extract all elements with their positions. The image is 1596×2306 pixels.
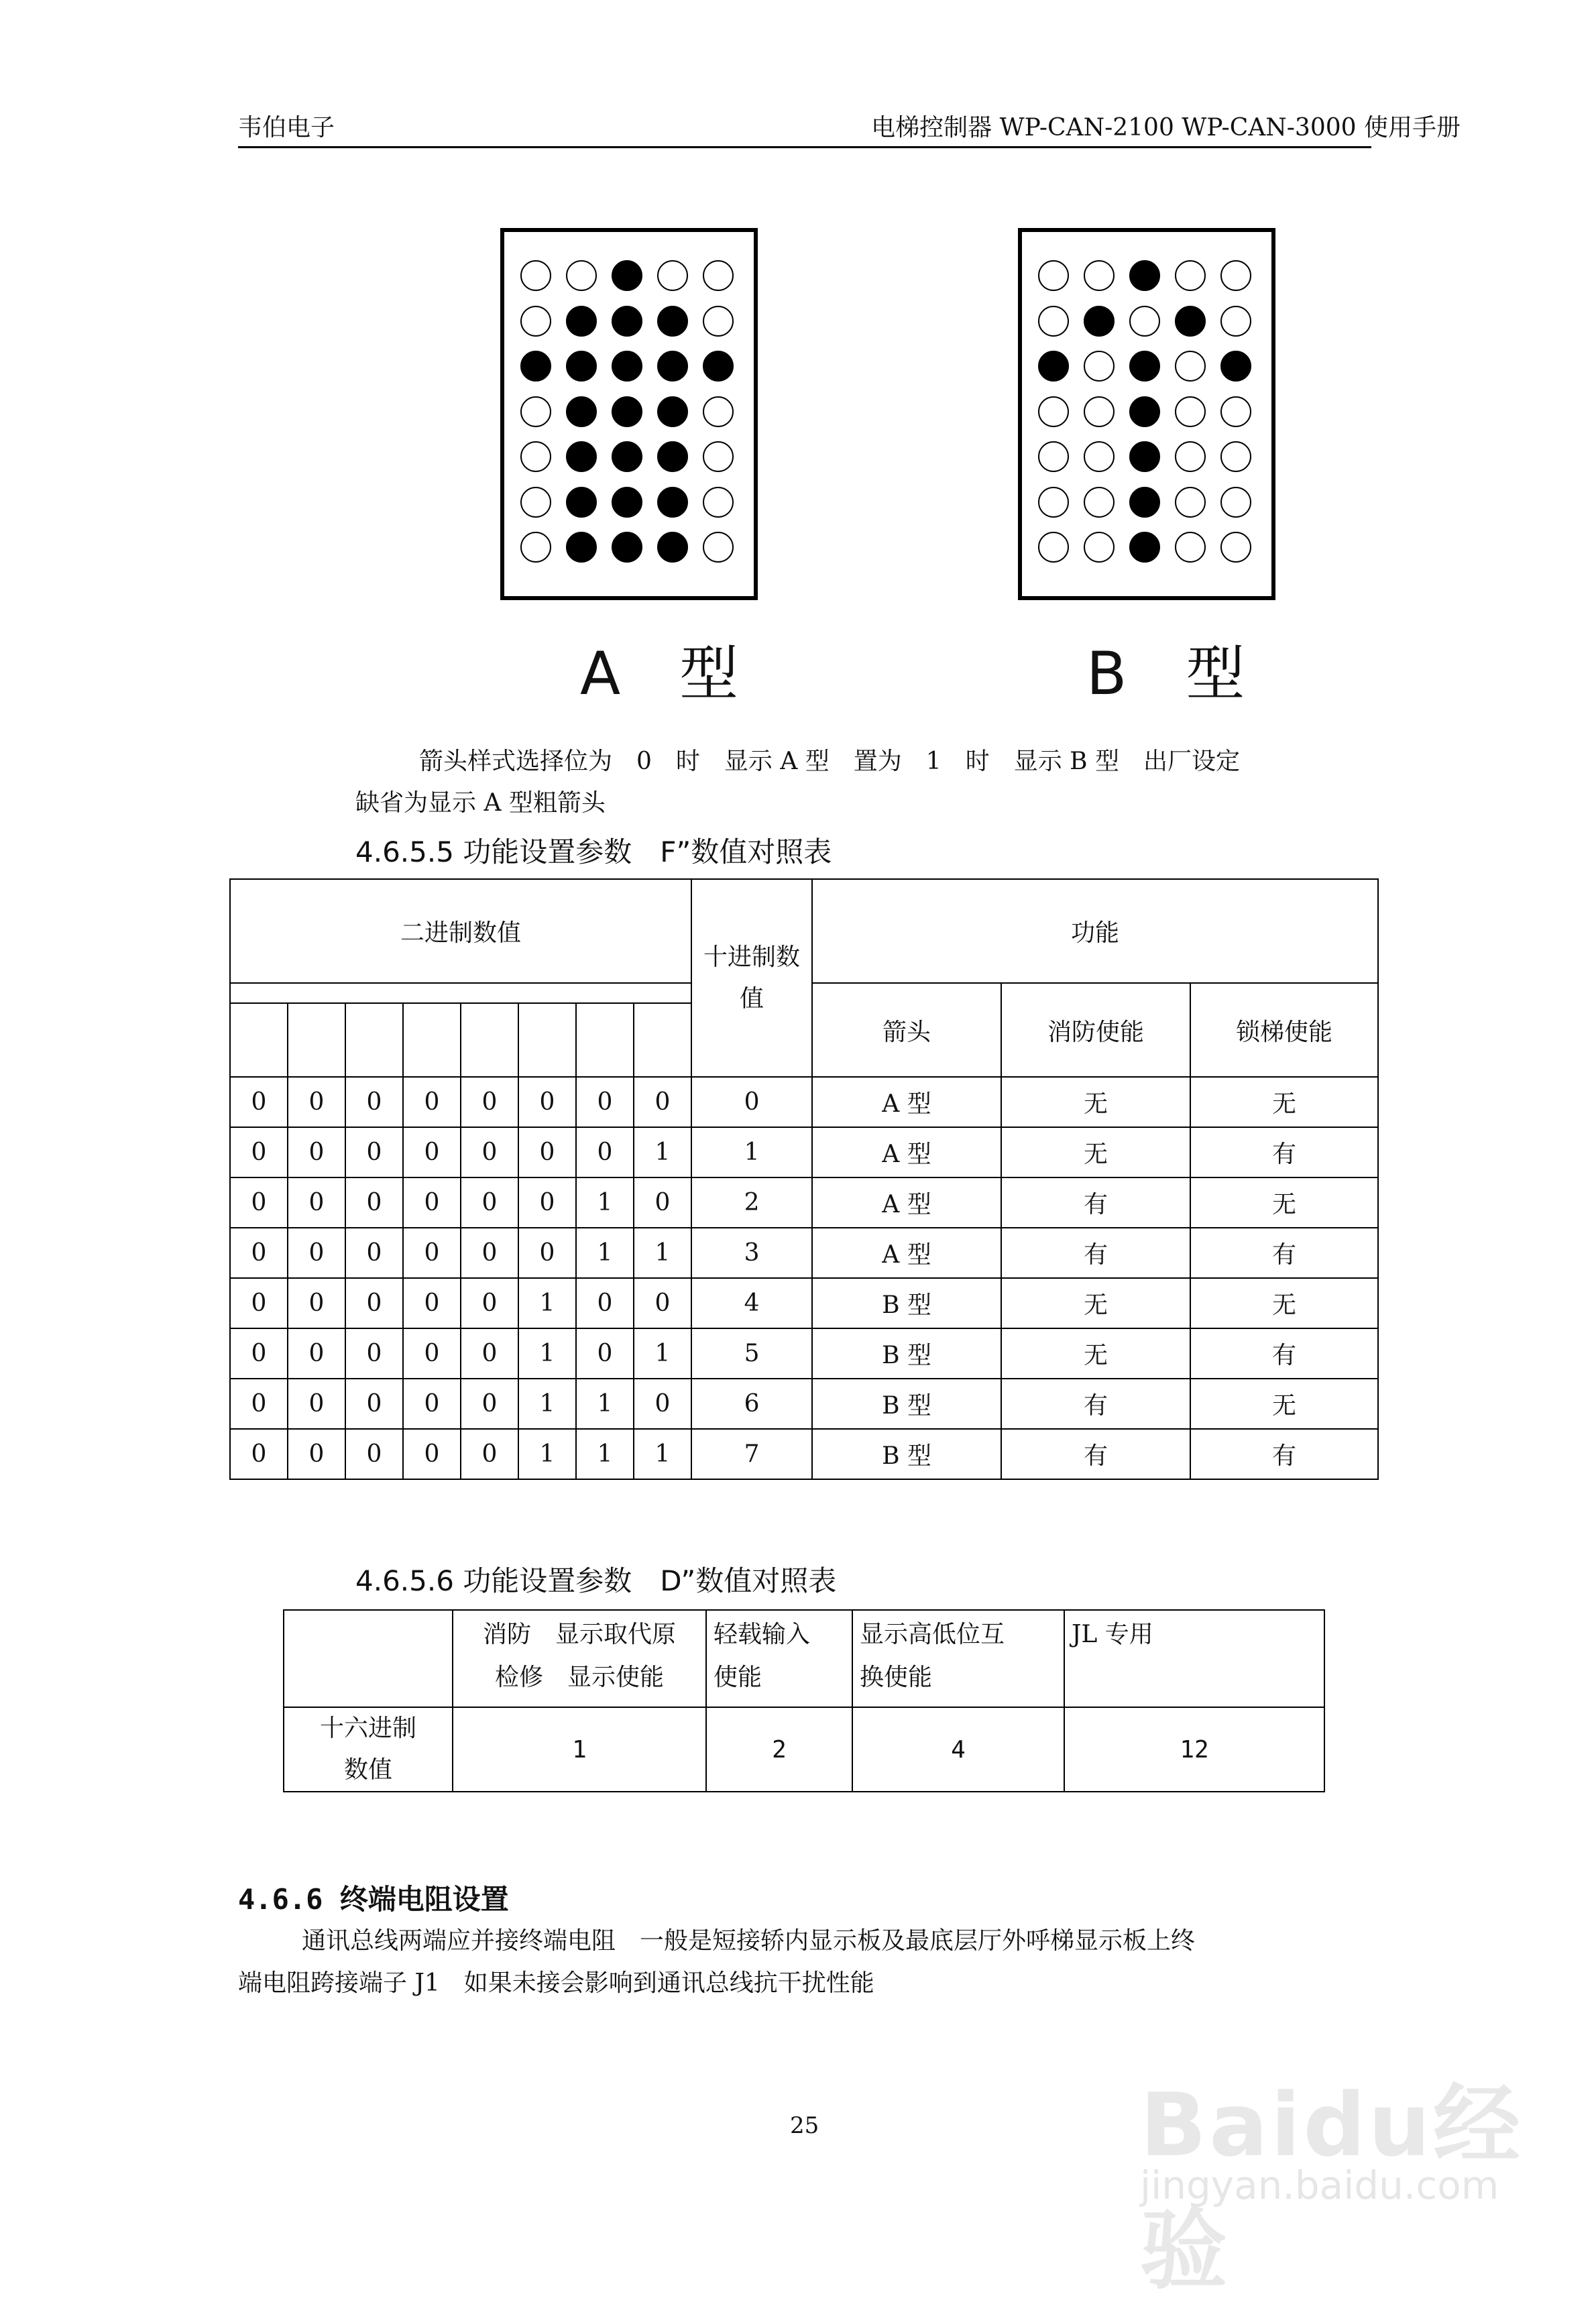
arrow-note-line1: 箭头样式选择位为 0 时 显示 A 型 置为 1 时 显示 B 型 出厂设定 [419, 748, 1241, 775]
arrow-cell: B 型 [812, 1429, 1001, 1479]
led-dot-off [1084, 351, 1115, 382]
header-manual-title: 电梯控制器 WP-CAN-2100 WP-CAN-3000 使用手册 [871, 114, 1461, 141]
led-dot-off [1175, 351, 1206, 382]
bit-cell: 1 [518, 1429, 576, 1479]
led-dot-off [566, 260, 597, 291]
dot-matrix-a [500, 228, 758, 600]
bit-cell: 0 [461, 1278, 518, 1328]
led-dot-on [1129, 532, 1160, 563]
led-dot-off [1175, 260, 1206, 291]
d-row-label-line1: 十六进制 [319, 1715, 416, 1742]
table-row [230, 1278, 1378, 1328]
bit-cell: 0 [230, 1228, 288, 1278]
bit-header-cell [403, 1003, 461, 1077]
bit-cell: 0 [518, 1228, 576, 1278]
led-dot-on [1220, 351, 1251, 382]
led-dot-off [1084, 260, 1115, 291]
led-dot-off [703, 260, 734, 291]
arrow-cell: B 型 [812, 1328, 1001, 1379]
section-466-title: 4.6.6 终端电阻设置 [238, 1883, 509, 1916]
d-col-light-load [706, 1610, 852, 1707]
d-col1-line1: 消防 显示取代原 [482, 1621, 676, 1648]
led-dot-off [1220, 487, 1251, 518]
bit-cell: 0 [518, 1127, 576, 1177]
led-dot-off [1129, 306, 1160, 337]
led-dot-on [657, 351, 688, 382]
bit-header-cell [345, 1003, 403, 1077]
binary-header-spacer [230, 983, 691, 1003]
bit-cell: 0 [403, 1177, 461, 1228]
d-col-fire-display [453, 1610, 706, 1707]
lock-cell: 有 [1190, 1127, 1378, 1177]
arrow-note-line2: 缺省为显示 A 型粗箭头 [355, 789, 606, 817]
fire-cell: 有 [1001, 1177, 1190, 1228]
bit-cell: 0 [345, 1379, 403, 1429]
arrow-cell: A 型 [812, 1228, 1001, 1278]
fire-cell: 无 [1001, 1077, 1190, 1127]
bit-header-cell [518, 1003, 576, 1077]
bit-cell: 0 [288, 1177, 345, 1228]
dec-cell: 3 [691, 1228, 812, 1278]
led-dot-off [703, 396, 734, 427]
bit-cell: 0 [461, 1429, 518, 1479]
lock-cell: 无 [1190, 1379, 1378, 1429]
led-dot-on [520, 351, 551, 382]
bit-cell: 0 [288, 1429, 345, 1479]
f-table-body [230, 1077, 1378, 1479]
d-col-swap-display [852, 1610, 1064, 1707]
bit-cell: 0 [634, 1278, 691, 1328]
d-col3-line2: 换使能 [860, 1664, 933, 1691]
bit-cell: 1 [634, 1228, 691, 1278]
led-dot-on [1129, 441, 1160, 472]
led-dot-on [612, 306, 642, 337]
led-dot-off [1084, 441, 1115, 472]
arrow-cell: B 型 [812, 1379, 1001, 1429]
led-dot-on [566, 306, 597, 337]
arrow-cell: A 型 [812, 1177, 1001, 1228]
watermark-url: jingyan.baidu.com [1140, 2163, 1499, 2208]
bit-cell: 0 [634, 1077, 691, 1127]
led-dot-off [703, 441, 734, 472]
led-dot-on [703, 351, 734, 382]
bit-cell: 0 [230, 1127, 288, 1177]
fire-cell: 无 [1001, 1328, 1190, 1379]
bit-cell: 1 [576, 1429, 634, 1479]
bit-cell: 1 [518, 1328, 576, 1379]
bit-cell: 0 [403, 1228, 461, 1278]
led-dot-off [1175, 532, 1206, 563]
bit-cell: 0 [576, 1127, 634, 1177]
led-dot-on [657, 441, 688, 472]
led-dot-on [612, 487, 642, 518]
bit-cell: 0 [461, 1127, 518, 1177]
fire-header: 消防使能 [1001, 983, 1190, 1077]
led-dot-on [1129, 351, 1160, 382]
bit-cell: 0 [345, 1177, 403, 1228]
led-dot-off [1038, 532, 1069, 563]
led-dot-on [612, 396, 642, 427]
dot-matrix-b [1018, 228, 1275, 600]
dec-cell: 6 [691, 1379, 812, 1429]
bit-cell: 0 [461, 1077, 518, 1127]
bit-cell: 0 [288, 1328, 345, 1379]
bit-cell: 0 [461, 1228, 518, 1278]
d-value-cell: 1 [453, 1707, 706, 1792]
bit-cell: 0 [634, 1379, 691, 1429]
d-row-label-line2: 数值 [343, 1756, 392, 1784]
bit-cell: 0 [576, 1077, 634, 1127]
lock-cell: 无 [1190, 1177, 1378, 1228]
table-row [230, 1127, 1378, 1177]
led-dot-on [1129, 487, 1160, 518]
led-dot-on [1175, 306, 1206, 337]
fire-cell: 有 [1001, 1429, 1190, 1479]
bit-cell: 1 [634, 1328, 691, 1379]
d-value-cell: 12 [1064, 1707, 1324, 1792]
d-row-label [284, 1707, 453, 1792]
led-dot-off [1175, 487, 1206, 518]
bit-header-cell [288, 1003, 345, 1077]
bit-header-cell [576, 1003, 634, 1077]
bit-cell: 0 [230, 1278, 288, 1328]
led-dot-on [566, 396, 597, 427]
function-header: 功能 [812, 879, 1378, 983]
bit-cell: 0 [403, 1328, 461, 1379]
led-dot-off [1038, 396, 1069, 427]
dec-cell: 0 [691, 1077, 812, 1127]
led-dot-off [1220, 441, 1251, 472]
led-dot-on [657, 487, 688, 518]
bit-cell: 0 [576, 1328, 634, 1379]
led-dot-off [1084, 396, 1115, 427]
d-value-cell: 4 [852, 1707, 1064, 1792]
bit-cell: 0 [345, 1228, 403, 1278]
led-dot-off [1084, 532, 1115, 563]
led-dot-on [612, 441, 642, 472]
led-dot-off [1038, 306, 1069, 337]
bit-cell: 0 [403, 1379, 461, 1429]
d-corner-cell [284, 1610, 453, 1707]
bit-cell: 0 [230, 1177, 288, 1228]
binary-header: 二进制数值 [230, 879, 691, 983]
dec-cell: 4 [691, 1278, 812, 1328]
d-col1-line2: 检修 显示使能 [494, 1664, 664, 1691]
lock-cell: 无 [1190, 1077, 1378, 1127]
led-dot-on [657, 532, 688, 563]
d-col-jl: JL 专用 [1064, 1610, 1324, 1707]
decimal-header: 十进制数值 [691, 879, 812, 1077]
bit-cell: 0 [288, 1228, 345, 1278]
d-col3-line1: 显示高低位互 [860, 1621, 1005, 1648]
led-dot-on [612, 351, 642, 382]
led-dot-off [703, 487, 734, 518]
fire-cell: 无 [1001, 1127, 1190, 1177]
led-dot-on [566, 487, 597, 518]
lock-cell: 有 [1190, 1328, 1378, 1379]
fire-cell: 有 [1001, 1379, 1190, 1429]
bit-header-cell [230, 1003, 288, 1077]
bit-cell: 0 [403, 1278, 461, 1328]
page-number: 25 [790, 2112, 819, 2139]
led-dot-off [1084, 487, 1115, 518]
bit-cell: 0 [518, 1077, 576, 1127]
lock-header: 锁梯使能 [1190, 983, 1378, 1077]
led-dot-off [657, 260, 688, 291]
d-col2-line2: 使能 [714, 1664, 762, 1691]
table-row [230, 1379, 1378, 1429]
dec-cell: 7 [691, 1429, 812, 1479]
led-dot-off [1220, 532, 1251, 563]
bit-cell: 0 [230, 1077, 288, 1127]
led-dot-on [1084, 306, 1115, 337]
watermark-brand: Baidu经验 [1140, 2074, 1523, 2301]
led-dot-on [566, 351, 597, 382]
arrow-cell: B 型 [812, 1278, 1001, 1328]
bit-cell: 1 [518, 1278, 576, 1328]
table-row [230, 1228, 1378, 1278]
led-dot-off [520, 306, 551, 337]
bit-cell: 1 [576, 1228, 634, 1278]
led-dot-off [1175, 396, 1206, 427]
dec-cell: 1 [691, 1127, 812, 1177]
led-dot-on [566, 441, 597, 472]
bit-cell: 1 [634, 1127, 691, 1177]
bit-cell: 0 [288, 1379, 345, 1429]
fire-cell: 无 [1001, 1278, 1190, 1328]
dec-cell: 2 [691, 1177, 812, 1228]
led-dot-on [612, 532, 642, 563]
bit-cell: 1 [576, 1177, 634, 1228]
arrow-cell: A 型 [812, 1077, 1001, 1127]
lock-cell: 无 [1190, 1278, 1378, 1328]
led-dot-on [612, 260, 642, 291]
fire-cell: 有 [1001, 1228, 1190, 1278]
led-dot-on [1038, 351, 1069, 382]
led-dot-on [657, 306, 688, 337]
d-col2-line1: 轻载输入 [714, 1621, 811, 1648]
section-d-title: 4.6.5.6 功能设置参数 D”数值对照表 [355, 1564, 837, 1597]
bit-cell: 0 [403, 1429, 461, 1479]
led-dot-off [520, 441, 551, 472]
table-row [230, 1328, 1378, 1379]
bit-cell: 0 [403, 1127, 461, 1177]
bit-cell: 0 [345, 1278, 403, 1328]
bit-cell: 0 [576, 1278, 634, 1328]
led-dot-off [1038, 260, 1069, 291]
bit-header-cell [634, 1003, 691, 1077]
bit-header-cell [461, 1003, 518, 1077]
bit-cell: 0 [345, 1429, 403, 1479]
table-row [230, 1429, 1378, 1479]
led-dot-on [1129, 260, 1160, 291]
section-466-line2: 端电阻跨接端子 J1 如果未接会影响到通讯总线抗干扰性能 [238, 1969, 874, 1997]
header-rule [238, 146, 1371, 148]
bit-cell: 0 [461, 1379, 518, 1429]
bit-cell: 0 [461, 1328, 518, 1379]
led-dot-off [1220, 396, 1251, 427]
bit-cell: 0 [345, 1077, 403, 1127]
lock-cell: 有 [1190, 1228, 1378, 1278]
bit-cell: 0 [288, 1077, 345, 1127]
led-dot-off [520, 487, 551, 518]
led-dot-off [1220, 306, 1251, 337]
led-dot-off [1175, 441, 1206, 472]
bit-cell: 1 [518, 1379, 576, 1429]
led-dot-off [520, 532, 551, 563]
led-dot-on [657, 396, 688, 427]
dec-cell: 5 [691, 1328, 812, 1379]
led-dot-off [703, 532, 734, 563]
bit-cell: 0 [230, 1429, 288, 1479]
header-company: 韦伯电子 [238, 114, 335, 141]
bit-cell: 0 [345, 1328, 403, 1379]
bit-cell: 0 [230, 1379, 288, 1429]
table-row [230, 1077, 1378, 1127]
bit-cell: 0 [288, 1127, 345, 1177]
led-dot-off [1220, 260, 1251, 291]
arrow-cell: A 型 [812, 1127, 1001, 1177]
d-value-table [283, 1609, 1325, 1792]
led-dot-on [566, 532, 597, 563]
f-value-table [229, 878, 1379, 1480]
bit-cell: 0 [634, 1177, 691, 1228]
bit-cell: 0 [461, 1177, 518, 1228]
bit-cell: 0 [518, 1177, 576, 1228]
led-dot-off [1038, 441, 1069, 472]
d-value-cell: 2 [706, 1707, 852, 1792]
bit-cell: 1 [576, 1379, 634, 1429]
arrow-header: 箭头 [812, 983, 1001, 1077]
bit-cell: 0 [230, 1328, 288, 1379]
table-row [230, 1177, 1378, 1228]
matrix-b-label: B 型 [1086, 639, 1265, 708]
section-466-line1: 通讯总线两端应并接终端电阻 一般是短接轿内显示板及最底层厅外呼梯显示板上终 [302, 1927, 1196, 1955]
section-f-title: 4.6.5.5 功能设置参数 F”数值对照表 [355, 835, 832, 868]
bit-cell: 1 [634, 1429, 691, 1479]
led-dot-off [1038, 487, 1069, 518]
bit-cell: 0 [288, 1278, 345, 1328]
led-dot-off [520, 396, 551, 427]
bit-cell: 0 [345, 1127, 403, 1177]
led-dot-on [1129, 396, 1160, 427]
led-dot-off [520, 260, 551, 291]
bit-cell: 0 [403, 1077, 461, 1127]
lock-cell: 有 [1190, 1429, 1378, 1479]
matrix-a-label: A 型 [580, 639, 759, 708]
led-dot-off [703, 306, 734, 337]
